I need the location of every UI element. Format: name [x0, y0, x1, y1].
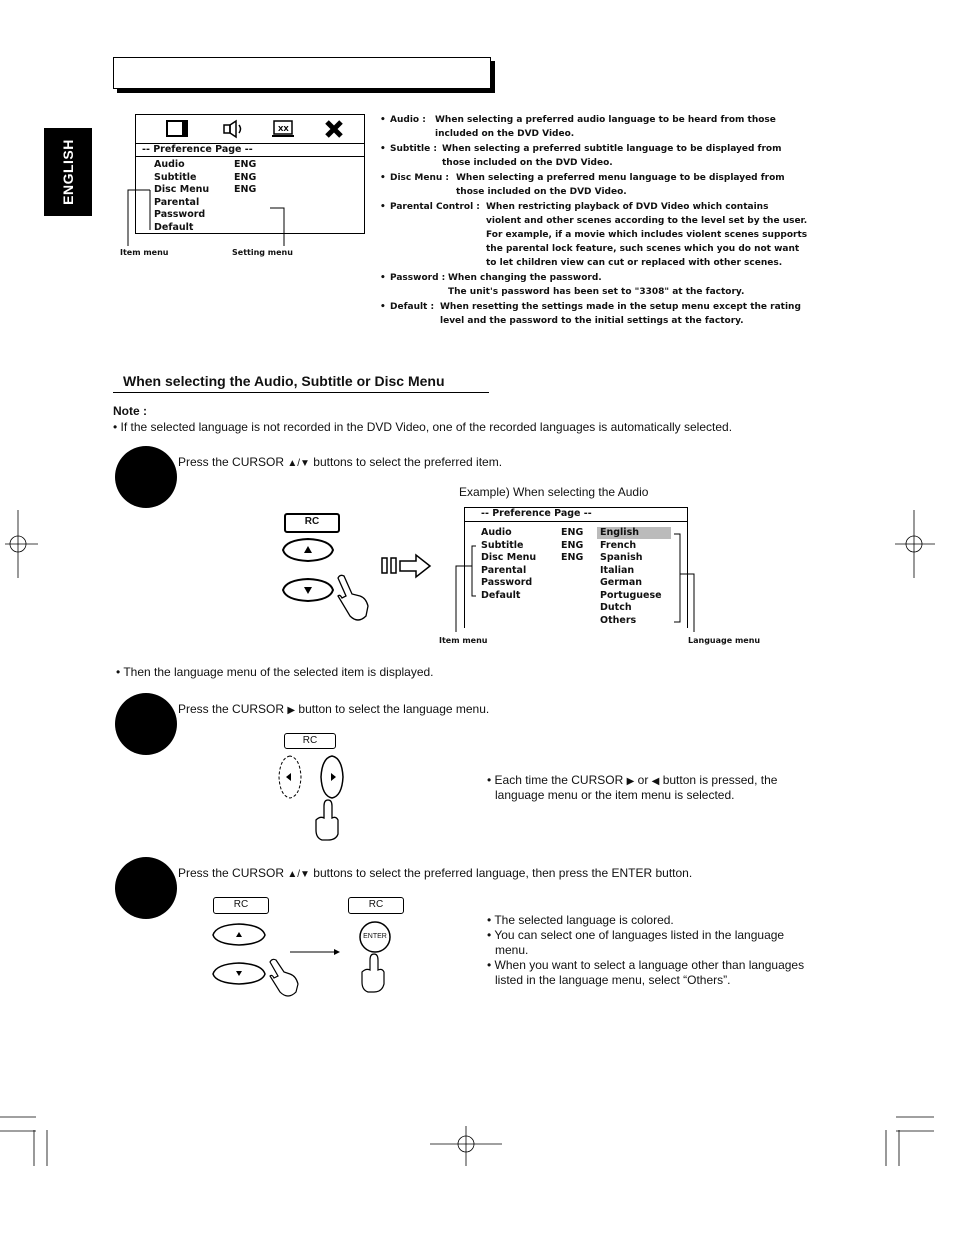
section-heading-text: When selecting the Audio, Subtitle or Disc Menu	[123, 373, 445, 389]
step-2-note: • Each time the CURSOR ▶ or ◀ button is pressed, the	[487, 773, 778, 787]
language-dutch: Dutch	[600, 602, 632, 613]
up-down-arrows-icon: ▲/▼	[287, 458, 310, 469]
lang-item-subtitle: Subtitle	[481, 539, 524, 551]
item-subtitle: Subtitle	[154, 171, 197, 183]
lang-item-audio: Audio	[481, 527, 512, 538]
desc-audio: • Audio : When selecting a preferred audio language to be heard from those included on the DVD Video.	[380, 115, 776, 139]
left-arrow-icon: ◀	[651, 776, 660, 787]
desc-parental: • Parental Control : When restricting playback of DVD Video which contains violent and other scenes according to the level set by the user. For example, if a movie which includes violent scenes supports the parental lock feature, such scenes which you do not want to let children view can cut or replaced with other scenes.	[380, 202, 808, 268]
lang-value-subtitle: ENG	[561, 539, 584, 551]
item-disc-menu: Disc Menu	[154, 184, 210, 195]
enter-button-label: ENTER	[363, 933, 387, 940]
lang-item-disc-menu: Disc Menu	[481, 552, 537, 563]
rc-label-step3-right: RC	[348, 897, 404, 914]
desc-password: • Password : When changing the password. The unit's password has been set to "3308" at the factory.	[380, 273, 745, 297]
note-text: • If the selected language is not recorded in the DVD Video, one of the recorded languages is automatically selected.	[113, 420, 733, 434]
item-default: Default	[154, 221, 194, 233]
value-subtitle: ENG	[234, 171, 257, 183]
right-arrow-icon: ▶	[626, 776, 635, 787]
step-1-after-note: • Then the language menu of the selected item is displayed.	[116, 665, 434, 679]
item-parental: Parental	[154, 196, 200, 208]
step-2-note-line2: language menu or the item menu is selected.	[495, 788, 735, 802]
lang-item-default: Default	[481, 589, 521, 601]
step-3-note-2: • You can select one of languages listed in the language	[487, 928, 785, 942]
language-german: German	[600, 577, 642, 588]
step-3-note-4: • When you want to select a language other than languages	[487, 958, 805, 972]
rc-label-step2: RC	[284, 733, 336, 749]
step-2-instruction: Press the CURSOR ▶ button to select the language menu.	[178, 702, 490, 716]
language-others: Others	[600, 614, 637, 626]
lang-value-audio: ENG	[561, 527, 584, 538]
note-label: Note :	[113, 404, 147, 418]
item-audio: Audio	[154, 159, 185, 170]
rc-label-step3-left: RC	[213, 897, 269, 914]
step-3-instruction: Press the CURSOR ▲/▼ buttons to select the preferred language, then press the ENTER button.	[178, 866, 693, 880]
desc-default: • Default : When resetting the settings made in the setup menu except the rating level and the password to the initial settings at the factory.	[380, 302, 801, 326]
menu-title: -- Preference Page --	[136, 144, 364, 157]
desc-subtitle: • Subtitle : When selecting a preferred subtitle language to be displayed from those included on the DVD Video.	[380, 144, 782, 168]
lang-item-password: Password	[481, 577, 533, 588]
desc-disc-menu: • Disc Menu : When selecting a preferred menu language to be displayed from those included on the DVD Video.	[380, 173, 785, 197]
lang-item-parental: Parental	[481, 564, 527, 576]
item-menu-caption-2: Item menu	[439, 636, 488, 645]
step-3-note-3: menu.	[495, 943, 529, 957]
value-disc-menu: ENG	[234, 184, 257, 195]
up-down-arrows-icon: ▲/▼	[287, 869, 310, 880]
right-arrow-icon: ▶	[287, 705, 296, 716]
item-password: Password	[154, 209, 206, 220]
item-menu-caption: Item menu	[120, 248, 169, 257]
language-portuguese: Portuguese	[600, 589, 662, 601]
example-caption: Example) When selecting the Audio	[459, 485, 649, 499]
lang-menu-title: -- Preference Page --	[465, 508, 687, 522]
rc-label-step1: RC	[284, 513, 340, 533]
language-menu-caption: Language menu	[688, 636, 761, 645]
lang-value-disc-menu: ENG	[561, 552, 584, 563]
value-audio: ENG	[234, 159, 257, 170]
step-3-note-5: listed in the language menu, select “Others”.	[495, 973, 731, 987]
language-italian: Italian	[600, 564, 635, 576]
language-spanish: Spanish	[600, 552, 643, 563]
step-3-note-1: • The selected language is colored.	[487, 913, 674, 927]
language-french: French	[600, 539, 637, 551]
side-tab-label: ENGLISH	[60, 139, 76, 205]
svg-text:XX: XX	[278, 125, 289, 133]
setting-menu-caption: Setting menu	[232, 248, 293, 257]
language-english: English	[600, 527, 639, 538]
step-1-instruction: Press the CURSOR ▲/▼ buttons to select the preferred item.	[178, 455, 503, 469]
